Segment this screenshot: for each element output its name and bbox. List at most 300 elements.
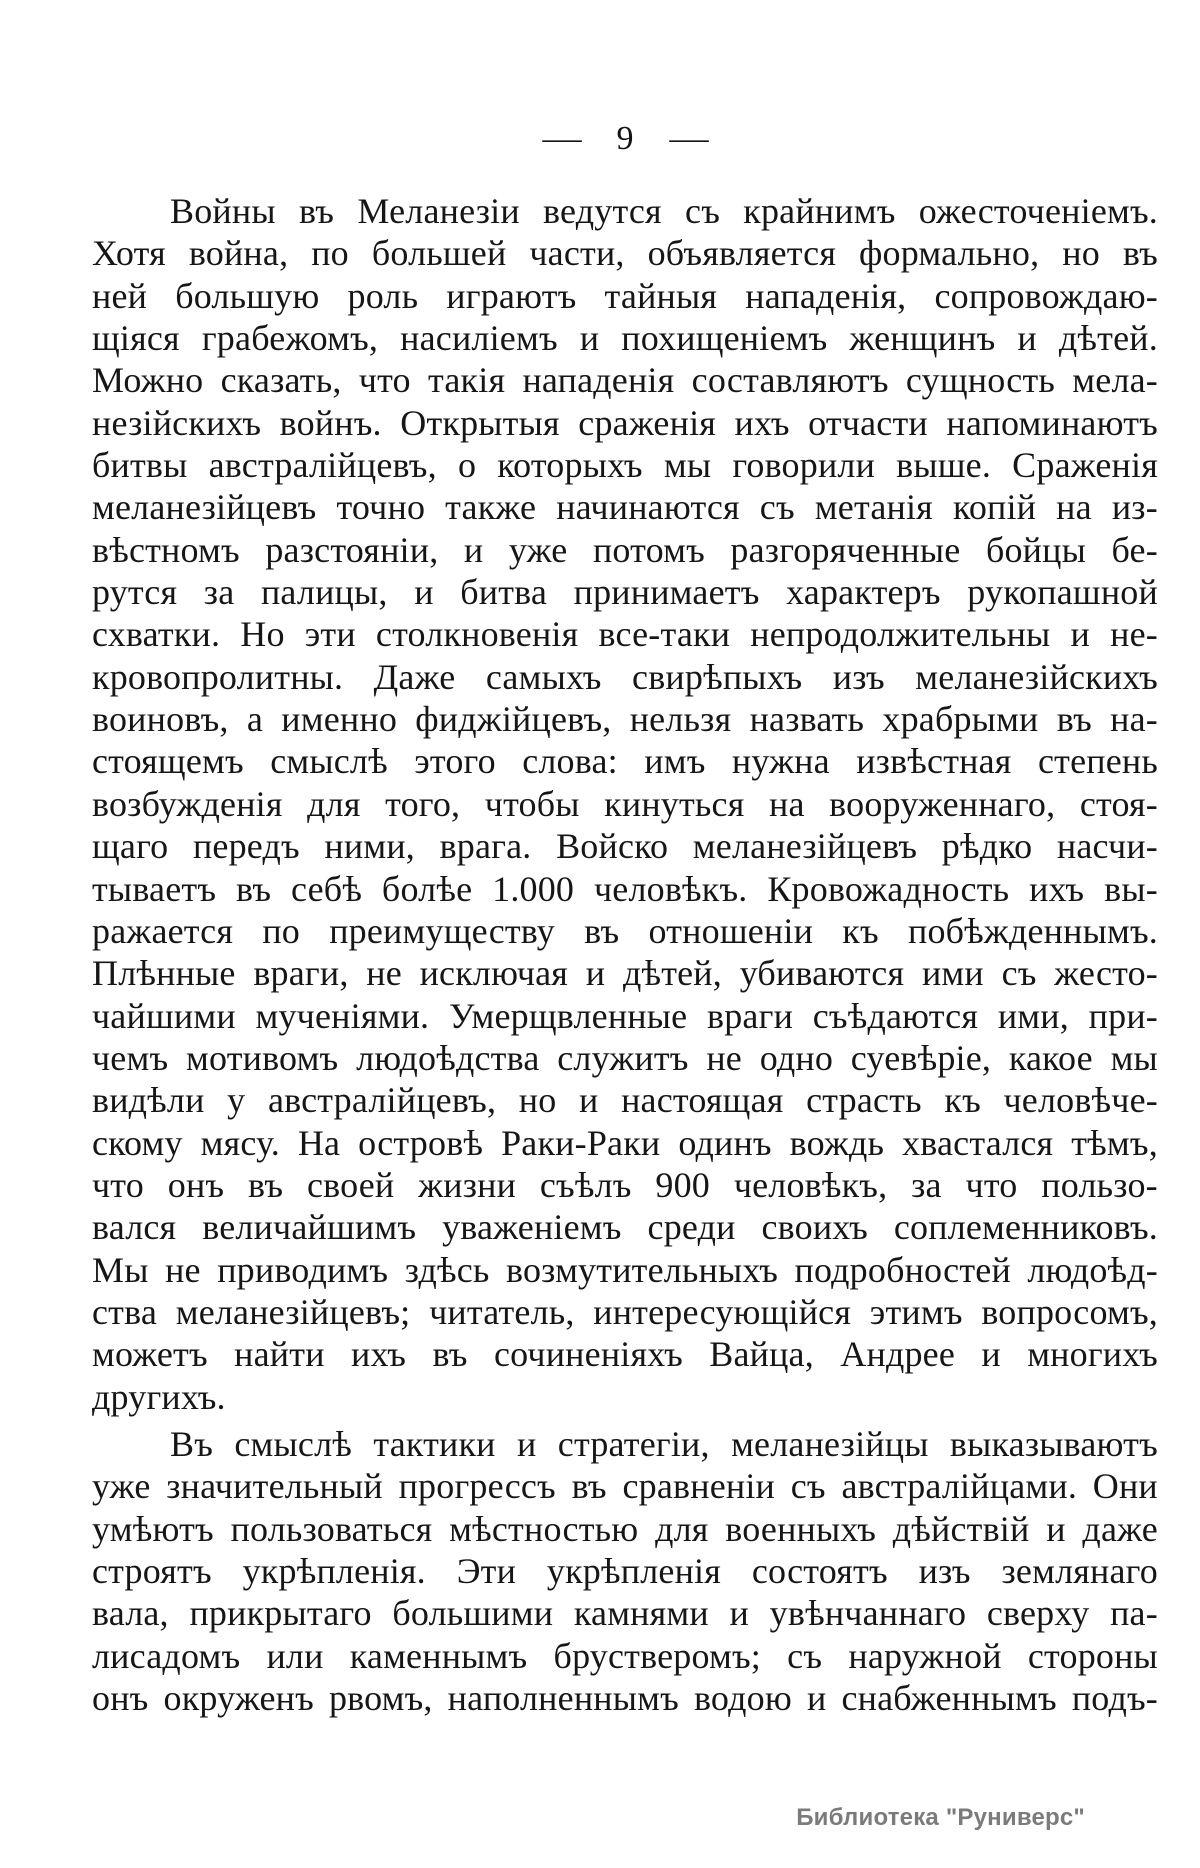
word: онъ xyxy=(167,1164,225,1205)
word: мы xyxy=(1110,1037,1158,1078)
word: вооруженнаго, xyxy=(829,783,1056,824)
word: смыслѣ xyxy=(234,1423,352,1464)
text-line xyxy=(92,910,1158,952)
word: Въ xyxy=(170,1423,214,1464)
word: играютъ xyxy=(446,275,577,316)
word: сверху xyxy=(986,1593,1090,1634)
text-line xyxy=(92,952,1158,994)
word: по xyxy=(262,910,300,951)
word: сравненіи xyxy=(622,1466,776,1507)
word: ихъ xyxy=(734,402,790,443)
word: не xyxy=(366,953,402,994)
text-line xyxy=(92,529,1158,571)
word: у xyxy=(227,1080,246,1121)
word: меланезійцевъ xyxy=(92,487,317,528)
word: такія xyxy=(428,360,506,401)
word: меланезійцевъ; xyxy=(175,1291,411,1332)
word: къ xyxy=(842,910,879,951)
word: свирѣпыхъ xyxy=(632,656,803,697)
word: схватки. xyxy=(92,614,221,655)
word: вала, xyxy=(92,1593,169,1634)
word: а xyxy=(246,699,264,740)
word: на xyxy=(769,783,805,824)
word: преимуществу xyxy=(329,910,555,951)
word: щаго xyxy=(92,826,169,867)
word: 1.000 xyxy=(492,868,575,909)
word: хвастался xyxy=(902,1122,1054,1163)
word: выказываютъ xyxy=(949,1423,1158,1464)
word: побѣжденнымъ. xyxy=(907,910,1158,951)
word: въ xyxy=(1122,233,1158,274)
word: Кровожадность xyxy=(767,868,1010,909)
word: кинуться xyxy=(604,783,745,824)
word: и xyxy=(579,1080,599,1121)
word: возбужденія xyxy=(92,783,283,824)
word: потомъ xyxy=(592,529,705,570)
word: здѣсь xyxy=(404,1249,490,1290)
text-line xyxy=(92,1508,1158,1550)
word: формально, xyxy=(859,233,1040,274)
word: меланезійскихъ xyxy=(915,656,1158,697)
word: мѣстностью xyxy=(449,1508,639,1549)
word: болѣе xyxy=(381,868,473,909)
word: ими xyxy=(921,953,984,994)
word: съѣдаются xyxy=(812,995,979,1036)
word: меланезійцы xyxy=(731,1423,929,1464)
word: сочиненіяхъ xyxy=(493,1334,683,1375)
word: Умерщвленные xyxy=(448,995,688,1036)
text-line xyxy=(92,1465,1158,1507)
word: даже xyxy=(1082,1508,1158,1549)
text-line xyxy=(92,1164,1158,1206)
word: приводимъ xyxy=(217,1249,389,1290)
word: не xyxy=(706,1037,742,1078)
word: Открытыя xyxy=(400,402,560,443)
word: строятъ xyxy=(92,1551,212,1591)
word: большую xyxy=(175,275,320,316)
word: Можно xyxy=(92,360,204,401)
word: передъ xyxy=(192,826,300,867)
word: другихъ. xyxy=(92,1376,226,1417)
word: копій xyxy=(952,487,1037,528)
word: среди xyxy=(647,1207,736,1248)
text-line xyxy=(92,1206,1158,1248)
word: и xyxy=(516,1423,537,1464)
text-line xyxy=(92,698,1158,740)
word: ведутся xyxy=(543,191,662,231)
word: сущность xyxy=(905,360,1056,401)
text-line xyxy=(92,571,1158,613)
text-line xyxy=(92,1079,1158,1121)
word: своихъ xyxy=(761,1207,868,1248)
word: увѣнчаннаго xyxy=(769,1593,967,1634)
word: насиліемъ xyxy=(400,318,558,359)
word: и xyxy=(1070,614,1091,655)
word: воиновъ, xyxy=(92,699,229,740)
word: Но xyxy=(240,614,285,655)
word: непродолжительны xyxy=(750,614,1051,655)
word: нападенія xyxy=(522,360,675,401)
word: дѣтей, xyxy=(622,953,722,994)
word: вы- xyxy=(1104,868,1158,909)
word: битвы xyxy=(92,445,188,486)
word: ства xyxy=(92,1291,158,1332)
text-line xyxy=(92,275,1158,317)
word: большими xyxy=(392,1593,554,1634)
word: людоѣдства xyxy=(356,1037,540,1078)
word: напоминаютъ xyxy=(946,402,1158,443)
page-body xyxy=(92,190,1158,1719)
word: мотивомъ xyxy=(186,1037,339,1078)
word: сраженія xyxy=(578,402,717,443)
word: палицы, xyxy=(260,572,388,613)
word: слова: xyxy=(522,741,618,782)
word: тайныя xyxy=(604,275,718,316)
word: тѣмъ, xyxy=(1071,1122,1158,1163)
word: съ xyxy=(759,487,795,528)
word: меланезійцевъ xyxy=(692,826,918,867)
word: стоя- xyxy=(1079,783,1158,824)
text-line xyxy=(92,613,1158,655)
text-line xyxy=(92,825,1158,867)
word: и xyxy=(463,529,484,570)
word: Мы xyxy=(92,1249,149,1290)
word: для xyxy=(307,783,361,824)
word: но xyxy=(518,1080,557,1121)
word: пользо- xyxy=(1041,1164,1158,1205)
word: Меланезіи xyxy=(357,191,520,231)
word: прогрессъ xyxy=(398,1466,556,1507)
word: островѣ xyxy=(358,1122,484,1163)
word: и xyxy=(579,318,600,359)
word: уже xyxy=(92,1466,151,1507)
word: подробностей xyxy=(794,1249,1011,1290)
word: большей xyxy=(371,233,507,274)
word: того, xyxy=(385,783,461,824)
text-line xyxy=(92,402,1158,444)
text-line xyxy=(92,740,1158,782)
word: съ xyxy=(790,1466,826,1507)
word: женщинъ xyxy=(849,318,996,359)
word: камнями xyxy=(573,1593,709,1634)
word: читатель, xyxy=(429,1291,575,1332)
word: грабежомъ, xyxy=(201,318,379,359)
word: Даже xyxy=(373,656,456,697)
word: и xyxy=(1017,318,1037,359)
word: ими, xyxy=(997,995,1069,1036)
word: интересующійся xyxy=(593,1291,852,1332)
word: укрѣпленія. xyxy=(242,1551,426,1591)
word: въ xyxy=(584,910,620,951)
word: исключая xyxy=(419,953,569,994)
word: онъ xyxy=(92,1678,149,1719)
word: разстояніи, xyxy=(265,529,439,570)
word: говорили xyxy=(732,445,876,486)
word: объявляется xyxy=(647,233,837,274)
word: жесто- xyxy=(1054,953,1158,994)
word: выше. xyxy=(896,445,992,486)
word: нужна xyxy=(731,741,830,782)
word: столкновенія xyxy=(375,614,579,655)
text-line xyxy=(92,656,1158,698)
word: человѣкъ, xyxy=(733,1164,888,1205)
word: назвать xyxy=(749,699,865,740)
text-line xyxy=(92,486,1158,528)
word: и xyxy=(806,1678,827,1719)
word: съ xyxy=(1001,953,1037,994)
word: 900 xyxy=(655,1164,711,1205)
word: окруженъ xyxy=(163,1678,314,1719)
word: чемъ xyxy=(92,1037,169,1078)
word: видѣли xyxy=(92,1080,205,1121)
word: многихъ xyxy=(1027,1334,1158,1375)
word: служитъ xyxy=(557,1037,689,1078)
text-line xyxy=(92,1249,1158,1291)
word: снабженнымъ xyxy=(841,1678,1057,1719)
word: съ xyxy=(787,1635,823,1676)
word: съ xyxy=(685,191,721,231)
word: австралійцами. xyxy=(841,1466,1078,1507)
header-dash-left: — xyxy=(541,120,582,157)
word: кровопролитны. xyxy=(92,656,344,697)
word: въ xyxy=(248,1164,284,1205)
word: вопросомъ, xyxy=(981,1291,1158,1332)
word: рукопашной xyxy=(967,572,1158,613)
word: части, xyxy=(529,233,625,274)
word: На xyxy=(297,1122,341,1163)
word: войнъ. xyxy=(279,402,382,443)
text-line xyxy=(92,1423,1158,1465)
page-header xyxy=(92,120,1158,158)
word: пользоваться xyxy=(230,1508,433,1549)
word: метанія xyxy=(814,487,933,528)
word: крайнимъ xyxy=(743,191,896,231)
word: разгоряченные xyxy=(730,529,961,570)
page-number: 9 xyxy=(616,120,634,157)
word: но xyxy=(1062,233,1100,274)
word: врага. xyxy=(439,826,532,867)
word: землянаго xyxy=(1001,1551,1158,1591)
word: враги xyxy=(707,995,794,1036)
word: водою xyxy=(693,1678,792,1719)
word: каменнымъ xyxy=(349,1635,528,1676)
text-line xyxy=(92,190,1158,232)
word: себѣ xyxy=(291,868,363,909)
paragraph xyxy=(92,1423,1158,1719)
word: и xyxy=(1046,1508,1066,1549)
word: наружной xyxy=(848,1635,1002,1676)
word: отношеніи xyxy=(648,910,814,951)
word: за xyxy=(911,1164,942,1205)
word: Войско xyxy=(556,826,669,867)
word: для xyxy=(655,1508,709,1549)
word: въ xyxy=(236,868,272,909)
word: австралійцевъ, xyxy=(208,445,437,486)
word: похищеніемъ xyxy=(621,318,828,359)
word: стоящемъ xyxy=(92,741,244,782)
text-line xyxy=(92,1376,1158,1418)
word: мы xyxy=(663,445,712,486)
word: чтобы xyxy=(484,783,580,824)
word: стратегіи, xyxy=(557,1423,710,1464)
word: Вайца, xyxy=(709,1334,814,1375)
word: можетъ xyxy=(92,1334,208,1375)
word: Они xyxy=(1092,1466,1158,1507)
word: состоятъ xyxy=(751,1551,888,1591)
word: отчасти xyxy=(808,402,928,443)
word: и xyxy=(729,1593,749,1634)
word: храбрыми xyxy=(882,699,1039,740)
word: самыхъ xyxy=(485,656,602,697)
word: одинъ xyxy=(678,1122,772,1163)
word: что xyxy=(358,360,411,401)
text-line xyxy=(92,1550,1158,1592)
word: за xyxy=(203,572,235,613)
word: дѣйствій xyxy=(892,1508,1030,1549)
word: вождь xyxy=(789,1122,885,1163)
word: также xyxy=(445,487,537,528)
word: и xyxy=(981,1334,1001,1375)
word: тактики xyxy=(373,1423,496,1464)
word: имъ xyxy=(644,741,706,782)
word: нельзя xyxy=(629,699,732,740)
word: суевѣріе, xyxy=(850,1037,992,1078)
word: па- xyxy=(1110,1593,1158,1634)
text-line xyxy=(92,1677,1158,1719)
word: насчи- xyxy=(1056,826,1158,867)
word: сопровождаю- xyxy=(934,275,1158,316)
word: Войны xyxy=(170,191,276,231)
word: Хотя xyxy=(92,233,166,274)
word: мясу. xyxy=(200,1122,280,1163)
word: война, xyxy=(188,233,289,274)
word: величайшимъ xyxy=(202,1207,417,1248)
word: человѣкъ. xyxy=(593,868,748,909)
paragraph xyxy=(92,190,1158,1418)
word: что xyxy=(965,1164,1018,1205)
text-line xyxy=(92,1635,1158,1677)
word: все-таки xyxy=(598,614,731,655)
word: и xyxy=(585,953,606,994)
word: роль xyxy=(347,275,419,316)
text-line xyxy=(92,444,1158,486)
word: или xyxy=(266,1635,324,1676)
word: страсть xyxy=(806,1080,922,1121)
word: начинаются xyxy=(556,487,740,528)
word: ней xyxy=(92,275,148,316)
word: на xyxy=(1056,487,1092,528)
word: въ xyxy=(571,1466,607,1507)
word: наполненнымъ xyxy=(447,1678,679,1719)
word: нападенія, xyxy=(745,275,907,316)
text-line xyxy=(92,359,1158,401)
word: умѣютъ xyxy=(92,1508,214,1549)
word: изъ xyxy=(918,1551,971,1591)
word: жизни xyxy=(418,1164,517,1205)
word: Раки-Раки xyxy=(501,1122,661,1163)
word: которыхъ xyxy=(497,445,643,486)
word: фиджійцевъ, xyxy=(415,699,612,740)
word: Плѣнные xyxy=(92,953,236,994)
text-line xyxy=(92,1333,1158,1375)
word: скому xyxy=(92,1122,183,1163)
word: Эти xyxy=(456,1551,517,1591)
word: какое xyxy=(1008,1037,1093,1078)
text-line xyxy=(92,1291,1158,1333)
text-line xyxy=(92,1122,1158,1164)
word: Андрее xyxy=(840,1334,956,1375)
word: съѣлъ xyxy=(539,1164,632,1205)
word: въ xyxy=(1056,699,1092,740)
word: ожесточеніемъ. xyxy=(918,191,1158,231)
word: найти xyxy=(234,1334,325,1375)
word: мела- xyxy=(1072,360,1158,401)
word: что xyxy=(92,1164,144,1205)
word: Сраженія xyxy=(1012,445,1158,486)
word: австралійцевъ, xyxy=(267,1080,497,1121)
word: на- xyxy=(1110,699,1158,740)
word: враги, xyxy=(253,953,349,994)
word: битва xyxy=(460,572,548,613)
word: рутся xyxy=(92,572,178,613)
word: своей xyxy=(306,1164,395,1205)
word: извѣстная xyxy=(856,741,1012,782)
word: въ xyxy=(432,1334,468,1375)
word: стороны xyxy=(1027,1635,1158,1676)
word: возмутительныхъ xyxy=(506,1249,779,1290)
word: брустверомъ; xyxy=(553,1635,761,1676)
word: человѣче- xyxy=(1003,1080,1158,1121)
word: уже xyxy=(508,529,568,570)
word: ихъ xyxy=(351,1334,407,1375)
word: лисадомъ xyxy=(92,1635,241,1676)
word: принимаетъ xyxy=(573,572,760,613)
text-line xyxy=(92,317,1158,359)
word: чайшими xyxy=(92,995,236,1036)
word: ражается xyxy=(92,910,234,951)
word: не- xyxy=(1110,614,1158,655)
word: и xyxy=(414,572,434,613)
word: степень xyxy=(1037,741,1158,782)
text-line xyxy=(92,1037,1158,1079)
word: бойцы xyxy=(985,529,1086,570)
word: одно xyxy=(759,1037,834,1078)
word: изъ xyxy=(832,656,885,697)
word: прикрытаго xyxy=(189,1593,372,1634)
word: именно xyxy=(281,699,398,740)
word: бе- xyxy=(1111,529,1158,570)
word: точно xyxy=(336,487,426,528)
word: рѣдко xyxy=(941,826,1033,867)
word: этимъ xyxy=(869,1291,963,1332)
word: смыслѣ xyxy=(270,741,388,782)
word: къ xyxy=(944,1080,981,1121)
word: из- xyxy=(1111,487,1158,528)
word: подъ- xyxy=(1071,1678,1158,1719)
word: этого xyxy=(414,741,496,782)
word: вался xyxy=(92,1207,177,1248)
word: при- xyxy=(1088,995,1158,1036)
word: уваженіемъ xyxy=(442,1207,622,1248)
word: составляютъ xyxy=(691,360,889,401)
word: людоѣд- xyxy=(1027,1249,1158,1290)
header-dash-right: — xyxy=(668,120,709,157)
word: значительный xyxy=(166,1466,383,1507)
word: настоящая xyxy=(621,1080,784,1121)
word: тываетъ xyxy=(92,868,217,909)
text-line xyxy=(92,783,1158,825)
word: рвомъ, xyxy=(328,1678,433,1719)
